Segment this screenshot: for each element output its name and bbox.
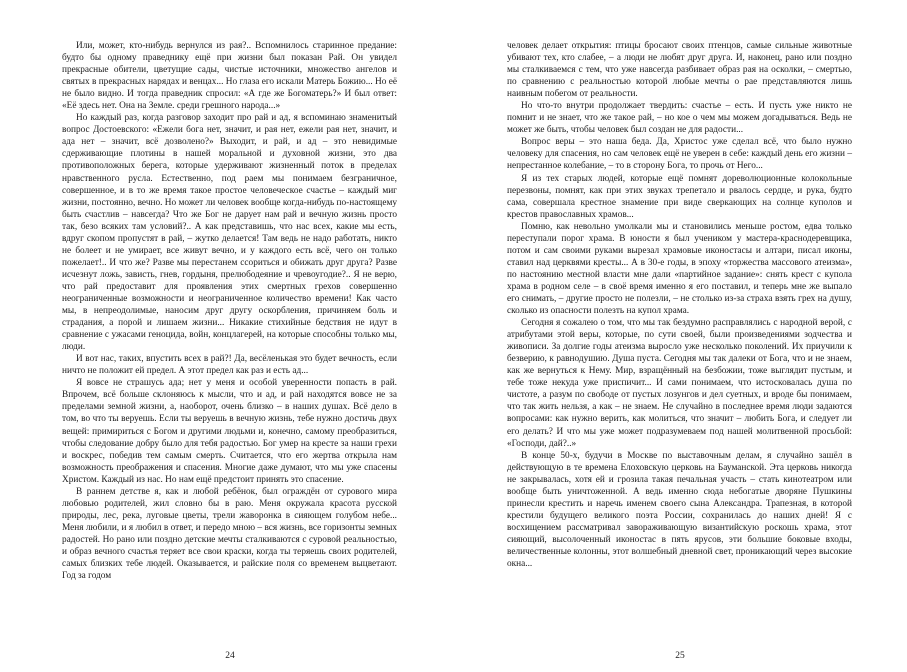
left-page <box>0 0 453 672</box>
left-page-text <box>62 40 397 582</box>
paragraph: В конце 50-х, будучи в Москве по выставочным делам, я случайно зашёл в действующую в те времена Елоховскую церковь на Бауманской. Эта церковь никогда не закрывалась, хотя ей и грозила такая печальная участь – стать кинотеатром или вообще быть уничтоженной. А ведь именно сюда небогатые дворяне Пушкины принесли крестить и наречь именем своего сына Александра. Трапезная, в которой крестили будущего великого поэта России, сохранилась до наших дней! Я с восхищением рассматривал завораживающую византийскую роскошь храма, этот сияющий, высолоченный иконостас в пять ярусов, эти большие боковые входы, величественные колонны, этот волшебный дневной свет, проникающий через высокие окна... <box>507 450 852 570</box>
right-page-text <box>507 40 852 570</box>
page-number: 24 <box>225 651 235 661</box>
paragraph: Или, может, кто-нибудь вернулся из рая?.. Вспомнилось старинное предание: будто бы одному праведнику ещё при жизни был показан Рай. Он увидел прекрасные обители, цветущие сады, чистые источники, множество ангелов и святых в прекрасных нарядах и венцах... Но глаза его искали Матерь Божию... Но её не было видно. И тогда праведник спросил: «А где же Богоматерь?» И был ответ: «Её здесь нет. Она на Земле. среди грешного народа...» <box>62 41 397 112</box>
paragraph: Я из тех старых людей, которые ещё помнят дореволюционные колокольные перезвоны, помнят, как при этих звуках трепетало и рвалось сердце, и рука, будто сама, совершала крестное знамение при виде сверкающих на солнце куполов и крестов православных храмов... <box>507 173 852 220</box>
paragraph: Но что-то внутри продолжает твердить: счастье – есть. И пусть уже никто не помнит и не знает, что же такое рай, – но кое о чем мы можем догадываться. Ведь не может же быть, чтобы человек был создан не для радости... <box>507 101 852 136</box>
right-page <box>453 0 906 672</box>
paragraph: Но каждый раз, когда разговор заходит про рай и ад, я вспоминаю знаменитый вопрос Достоевского: «Ежели бога нет, значит, и рая нет, ежели рая нет, значит, и ада нет – значит, всё дозволено?» Выходит, и рай, и ад – это невидимые сдерживающие плотины в нашей моральной и духовной жизни, это два противоположных берега, которые удерживают жизненный поток в пределах нравственного русла. Естественно, под раем мы понимаем безграничное, совершенное, и в то же время такое простое человеческое счастье – каждый миг жизни, постоянно, вечно. Но может ли человек вообще когда-нибудь по-настоящему быть счастлив – навсегда? Что же Бог не дарует нам рай и вечную жизнь просто так, безо всяких там условий?.. А как представишь, что нас всех, какие мы есть, вдруг скопом пропустят в рай, – жутко делается! Там ведь не надо работать, никто не болеет и не умирает, все живут вечно, и у каждого есть всё, чего он только пожелает!.. И что же? Разве мы перестанем ссориться и обижать друг друга? Разве исчезнут ложь, зависть, гнев, гордыня, прелюбодеяние и чревоугодие?.. Я не верю, что рай предоставит для проявления этих смертных грехов совершенно неограниченные возможности и неограниченное количество времени! Как часто мы, в непреодолимые, наносим друг другу оскорбления, причиняем боль и страдания, а порой и лишаем жизни... Никакие стихийные бедствия не идут в сравнение с ужасами геноцида, войн, концлагерей, на которые способны только мы, люди. <box>62 113 397 353</box>
paragraph: Вопрос веры – это наша беда. Да, Христос уже сделал всё, что было нужно человеку для спасения, но сам человек ещё не уверен в себе: каждый день его жизни – непрестанное колебание, – то в сторону Бога, то прочь от Него... <box>507 137 852 172</box>
paragraph: Я вовсе не страшусь ада; нет у меня и особой уверенности попасть в рай. Впрочем, всё больше склоняюсь к мысли, что и ад, и рай находятся вовсе не за пределами земной жизни, а, наоборот, очень близко – в наших душах. Всё дело в том, во что ты веруешь. Если ты веруешь в вечную жизнь, тебе нужно достичь двух вещей: примириться с Богом и другими людьми и, конечно, самому преобразиться, чтобы следование добру было для тебя радостью. Бог умер на кресте за наши грехи и воскрес, победив тем самым смерть. Считается, что его жертва открыла нам возможность преображения и спасения. Многие даже думают, что мы уже спасены Христом. Каждый из нас. Но нам ещё предстоит принять это спасение. <box>62 378 397 485</box>
paragraph: И вот нас, таких, впустить всех в рай?! Да, весёленькая это будет вечность, если ничто не положит ей предел. А этот предел как раз и есть ад... <box>62 354 397 377</box>
paragraph: человек делает открытия: птицы бросают своих птенцов, самые сильные животные убивают тех, кто слабее, – а люди не любят друг друга. И, наконец, рано или поздно мы сталкиваемся с тем, что уже навсегда разбивает образ рая на осколки, – смертью, по сравнению с реальностью которой любые мечты о рае представляются лишь наивным побегом от реальности. <box>507 41 852 100</box>
page-number: 25 <box>675 651 685 661</box>
paragraph: Помню, как невольно умолкали мы и становились меньше ростом, едва только переступали порог храма. В юности я был учеником у мастера-краснодеревщика, потом и сам своими руками вырезал храмовые иконостасы и алтари, писал иконы, ставил над церквями кресты... А в 30-е годы, в эпоху «торжества массового атеизма», по настоянию местной власти мне дали «партийное задание»: снять крест с купола храма в родном селе – в своё время именно я его поставил, и теперь мне же выпало его снимать, – другие просто не полезли, – не столько из-за страха взять грех на душу, сколько из опасности полезть на купол храма. <box>507 221 852 317</box>
paragraph: Сегодня я сожалею о том, что мы так бездумно расправлялись с народной верой, с атрибутами этой веры, которые, по сути своей, были произведениями зодчества и живописи. За долгие годы атеизма выросло уже несколько поколений. Их приучили к безверию, к равнодушию. Душа пуста. Сегодня мы так далеки от Бога, что и не знаем, как же вернуться к Нему. Мир, взращённый на безбожии, тоже выглядит пустым, и тебе тоже некуда уже приспичит... И сами понимаем, что истосковалась душа по чистоте, а разум по свободе от пустых лозунгов и дел суетных, и вроде бы понимаем, что так жить нельзя, а как – не знаем. Не случайно в последнее время люди задаются вопросами: как нужно верить, как молиться, что значит – любить Бога, и следует ли его делать? И что мы уже может подразумеваем под нашей молитвенной просьбой: «Господи, дай?..» <box>507 318 852 449</box>
paragraph: В раннем детстве я, как и любой ребёнок, был ограждён от сурового мира любовью родителей, жил словно бы в раю. Меня окружала красота русской природы, лес, река, луговые цветы, трели жаворонка в сияющем голубом небе... Меня любили, и я любил в ответ, и передо мною – вся жизнь, все горизонты земных радостей. Но рано или поздно детские мечты сталкиваются с суровой реальностью, и образ вечного счастья теряет все свои краски, когда ты теряешь своих родителей, самых близких тебе людей. Оказывается, и райские поля со временем выцветают. Год за годом <box>62 486 397 582</box>
